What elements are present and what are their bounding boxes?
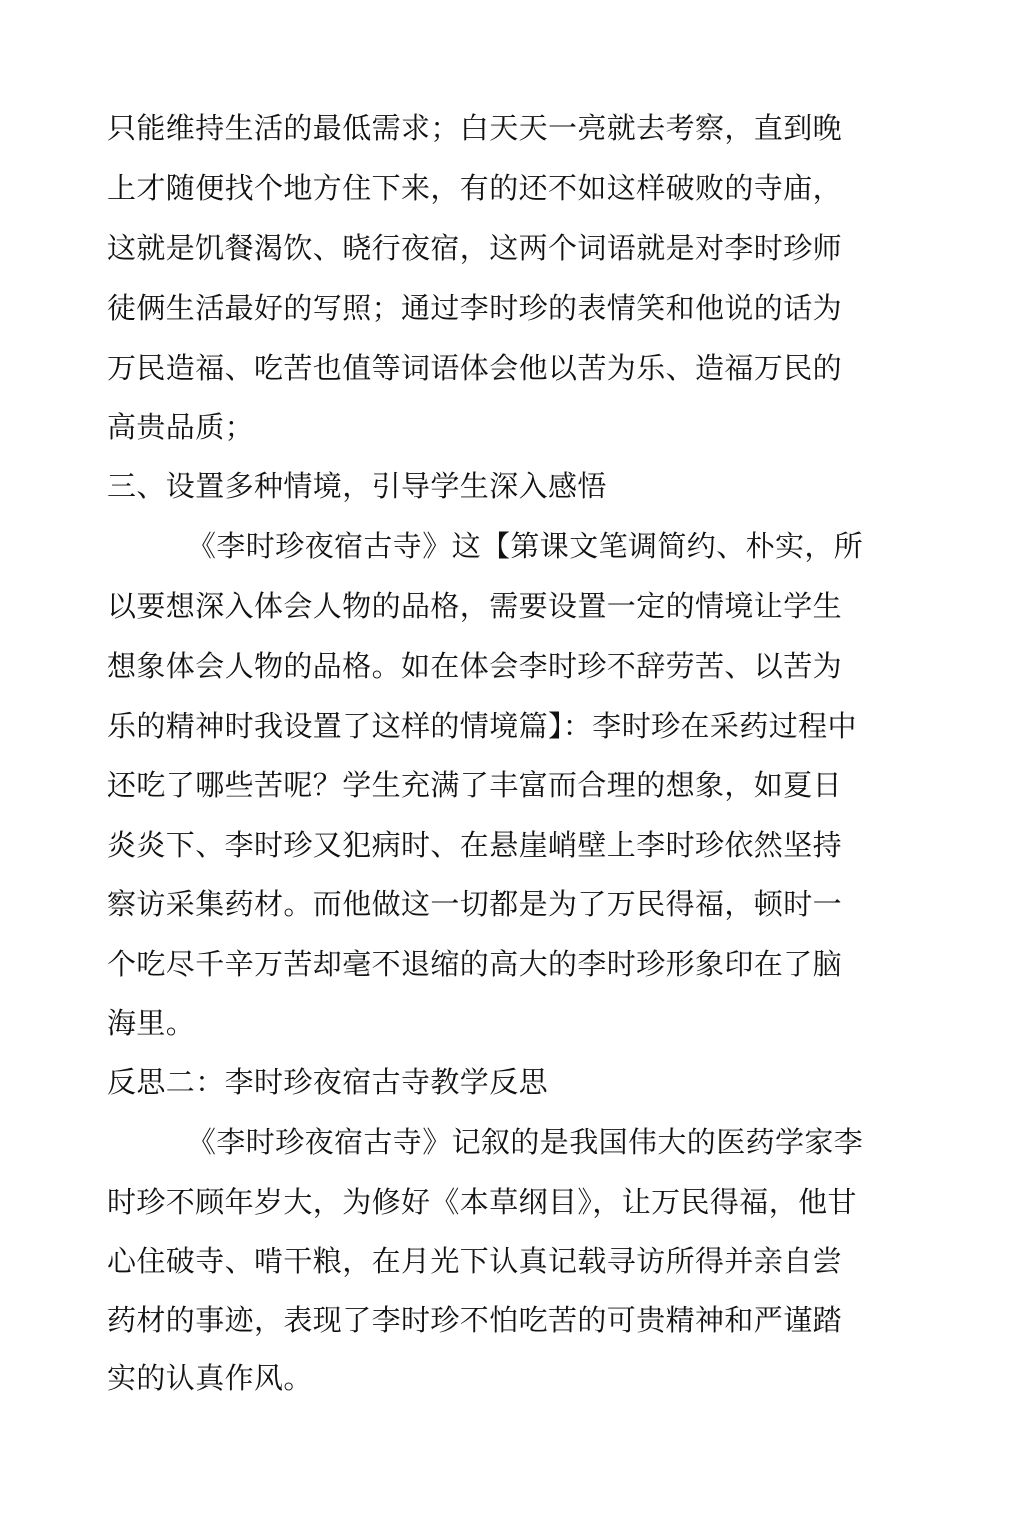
- text-line: 药材的事迹，表现了李时珍不怕吃苦的可贵精神和严谨踏: [107, 1303, 843, 1337]
- text-line: 高贵品质；: [107, 410, 255, 444]
- section-heading: 三、设置多种情境，引导学生深入感悟: [107, 469, 607, 503]
- paragraph-first-line: 《李时珍夜宿古寺》这【第课文笔调简约、朴实，所: [187, 529, 864, 563]
- text-line: 还吃了哪些苦呢？学生充满了丰富而合理的想象，如夏日: [107, 768, 843, 802]
- text-line: 这就是饥餐渴饮、晓行夜宿，这两个词语就是对李时珍师: [107, 231, 843, 265]
- section-heading: 反思二：李时珍夜宿古寺教学反思: [107, 1065, 549, 1099]
- text-line: 海里。: [107, 1006, 196, 1040]
- paragraph-first-line: 《李时珍夜宿古寺》记叙的是我国伟大的医药学家李: [187, 1125, 864, 1159]
- text-line: 想象体会人物的品格。如在体会李时珍不辞劳苦、以苦为: [107, 649, 843, 683]
- text-line: 徒俩生活最好的写照；通过李时珍的表情笑和他说的话为: [107, 291, 843, 325]
- text-line: 炎炎下、李时珍又犯病时、在悬崖峭壁上李时珍依然坚持: [107, 828, 843, 862]
- text-line: 以要想深入体会人物的品格，需要设置一定的情境让学生: [107, 589, 843, 623]
- text-line: 实的认真作风。: [107, 1361, 313, 1395]
- text-line: 个吃尽千辛万苦却毫不退缩的高大的李时珍形象印在了脑: [107, 947, 843, 981]
- text-line: 心住破寺、啃干粮，在月光下认真记载寻访所得并亲自尝: [107, 1244, 843, 1278]
- text-line: 只能维持生活的最低需求；白天天一亮就去考察，直到晚: [107, 111, 843, 145]
- text-line: 上才随便找个地方住下来，有的还不如这样破败的寺庙，: [107, 171, 843, 205]
- text-line: 乐的精神时我设置了这样的情境篇】：李时珍在采药过程中: [107, 709, 857, 743]
- text-line: 时珍不顾年岁大，为修好《本草纲目》，让万民得福，他甘: [107, 1185, 857, 1219]
- text-line: 万民造福、吃苦也值等词语体会他以苦为乐、造福万民的: [107, 351, 843, 385]
- text-line: 察访采集药材。而他做这一切都是为了万民得福，顿时一: [107, 887, 843, 921]
